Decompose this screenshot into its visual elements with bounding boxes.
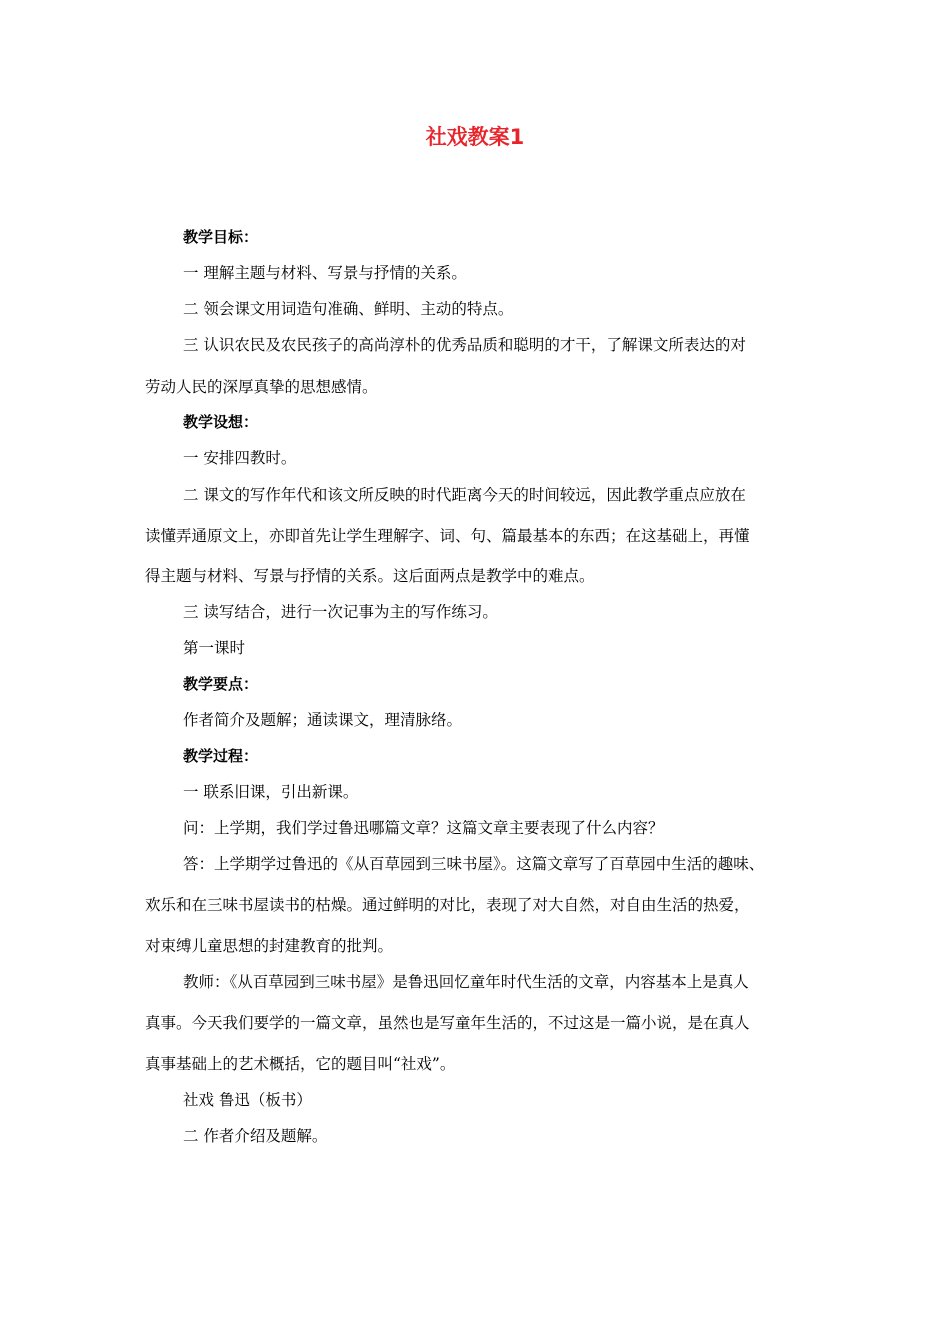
paragraph: 真事。今天我们要学的一篇文章，虽然也是写童年生活的，不过这是一篇小说，是在真人 xyxy=(145,1014,750,1032)
paragraph: 一 安排四教时。 xyxy=(183,449,297,467)
heading-teaching-process: 教学过程： xyxy=(183,747,259,765)
paragraph: 一 联系旧课，引出新课。 xyxy=(183,783,359,801)
paragraph: 三 读写结合，进行一次记事为主的写作练习。 xyxy=(183,603,498,621)
paragraph: 对束缚儿童思想的封建教育的批判。 xyxy=(145,937,394,955)
paragraph: 二 课文的写作年代和该文所反映的时代距离今天的时间较远，因此教学重点应放在 xyxy=(183,486,746,504)
paragraph: 一 理解主题与材料、写景与抒情的关系。 xyxy=(183,264,467,282)
paragraph: 答：上学期学过鲁迅的《从百草园到三味书屋》。这篇文章写了百草园中生活的趣味、 xyxy=(183,855,765,873)
paragraph: 欢乐和在三味书屋读书的枯燥。通过鲜明的对比，表现了对大自然，对自由生活的热爱， xyxy=(145,896,750,914)
paragraph: 第一课时 xyxy=(183,639,246,657)
paragraph: 二 作者介绍及题解。 xyxy=(183,1127,328,1145)
paragraph: 教师：《从百草园到三味书屋》是鲁迅回忆童年时代生活的文章，内容基本上是真人 xyxy=(183,973,749,991)
document-title: 社戏教案1 xyxy=(425,125,525,149)
paragraph: 作者简介及题解；通读课文，理清脉络。 xyxy=(183,711,463,729)
paragraph: 劳动人民的深厚真挚的思想感情。 xyxy=(145,378,378,396)
paragraph: 三 认识农民及农民孩子的高尚淳朴的优秀品质和聪明的才干，了解课文所表达的对 xyxy=(183,336,746,354)
paragraph: 得主题与材料、写景与抒情的关系。这后面两点是教学中的难点。 xyxy=(145,567,595,585)
heading-teaching-plan: 教学设想： xyxy=(183,413,259,431)
paragraph: 读懂弄通原文上，亦即首先让学生理解字、词、句、篇最基本的东西；在这基础上，再懂 xyxy=(145,527,750,545)
paragraph: 问：上学期，我们学过鲁迅哪篇文章？这篇文章主要表现了什么内容？ xyxy=(183,819,664,837)
paragraph: 真事基础上的艺术概括，它的题目叫“社戏”。 xyxy=(145,1055,456,1073)
paragraph: 社戏 鲁迅（板书） xyxy=(183,1091,312,1109)
heading-teaching-points: 教学要点： xyxy=(183,675,259,693)
paragraph: 二 领会课文用词造句准确、鲜明、主动的特点。 xyxy=(183,300,514,318)
heading-teaching-goals: 教学目标： xyxy=(183,228,259,246)
